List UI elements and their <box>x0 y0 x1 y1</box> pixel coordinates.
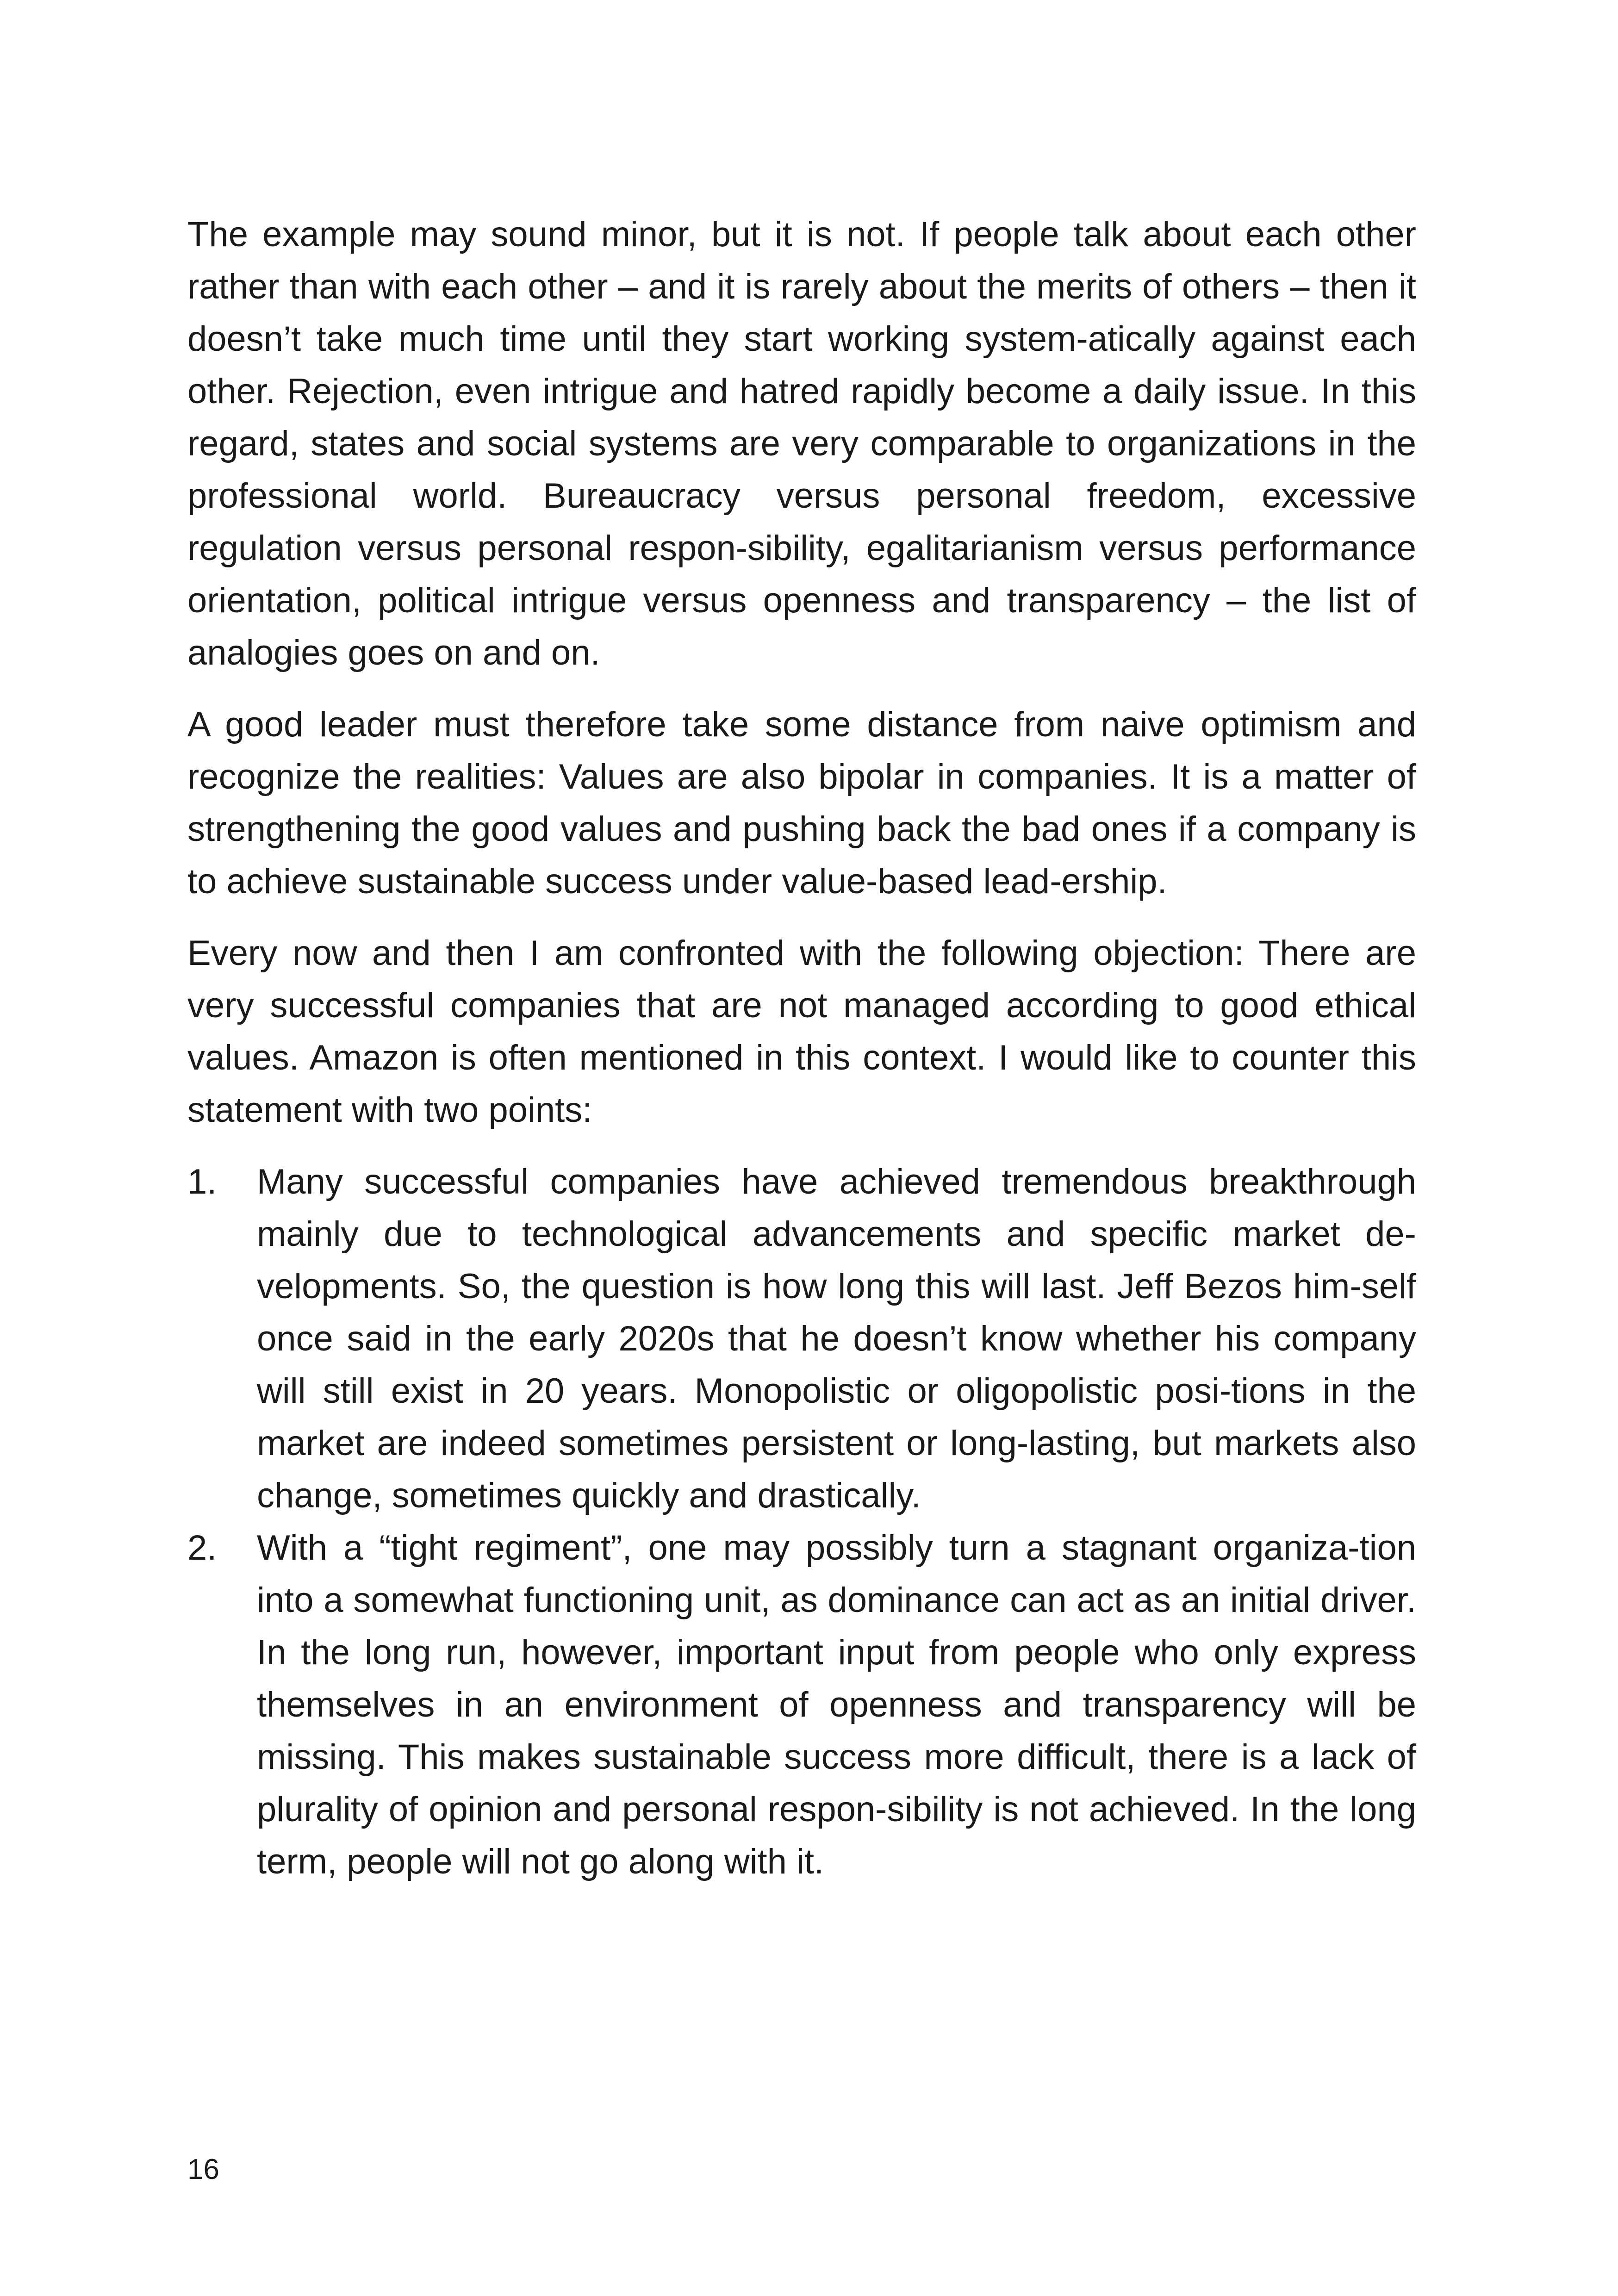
paragraph-2: A good leader must therefore take some distance from naive optimism and recognize the realities: Values are also bipolar in companies. It is a matter of strengthening the good values and pushing back the bad ones if a company is to achieve sustainable success under value-based lead-ership. <box>187 705 1416 901</box>
body-text <box>187 208 1416 1888</box>
paragraph-3: Every now and then I am confronted with the following objection: There are very successful companies that are not managed according to good ethical values. Amazon is often mentioned in this context. I would like to counter this statement with two points: <box>187 933 1416 1130</box>
list-text-2: With a “tight regiment”, one may possibly turn a stagnant organiza-tion into a somewhat functioning unit, as dominance can act as an initial driver. In the long run, however, important input from people who only express themselves in an environment of openness and transparency will be missing. This makes sustainable success more difficult, there is a lack of plurality of opinion and personal respon-sibility is not achieved. In the long term, people will not go along with it. <box>257 1528 1416 1881</box>
list-text-1: Many successful companies have achieved tremendous breakthrough mainly due to technological advancements and specific market de-velopments. So, the question is how long this will last. Jeff Bezos him-self once said in the early 2020s that he doesn’t know whether his company will still exist in 20 years. Monopolistic or oligopolistic posi-tions in the market are indeed sometimes persistent or long-lasting, but markets also change, sometimes quickly and drastically. <box>257 1162 1416 1515</box>
numbered-list <box>187 1156 1416 1888</box>
list-number-2: 2. <box>187 1528 217 1568</box>
list-item-1 <box>187 1156 1416 1522</box>
paragraph-1: The example may sound minor, but it is not. If people talk about each other rather than with each other – and it is rarely about the merits of others – then it doesn’t take much time until they start working system-atically against each other. Rejection, even intrigue and hatred rapidly become a daily issue. In this regard, states and social systems are very comparable to organizations in the professional world. Bureaucracy versus personal freedom, excessive regulation versus personal respon-sibility, egalitarianism versus performance orientation, political intrigue versus openness and transparency – the list of analogies goes on and on. <box>187 215 1416 672</box>
page-number: 16 <box>187 2153 219 2185</box>
list-number-1: 1. <box>187 1162 217 1201</box>
list-item-2 <box>187 1522 1416 1888</box>
